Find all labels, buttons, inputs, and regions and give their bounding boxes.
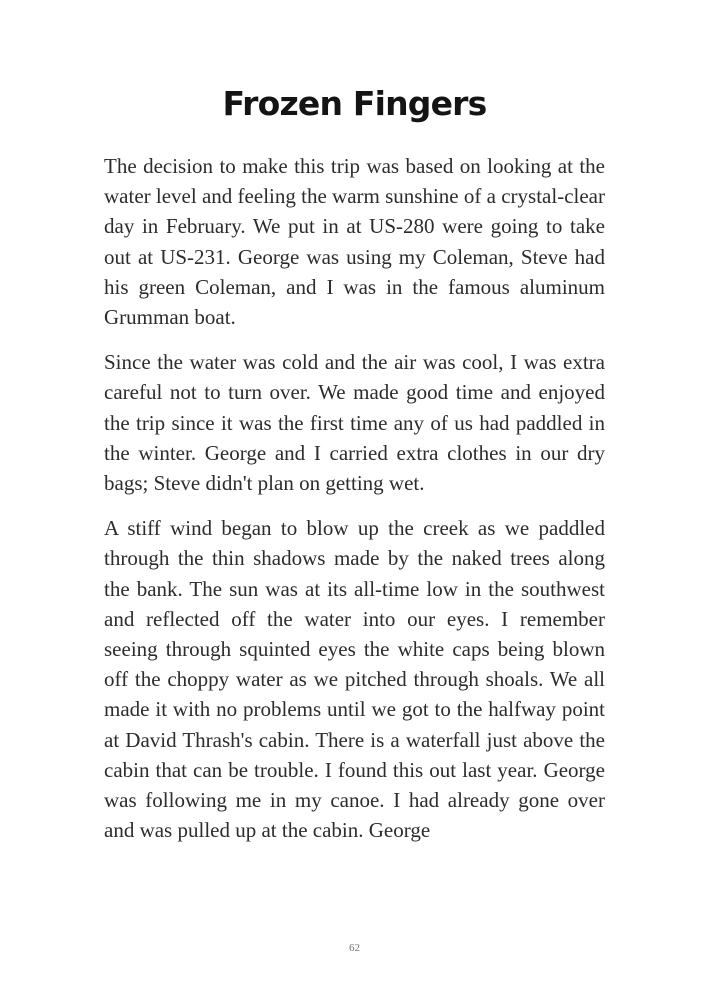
page-number: 62 [349,942,360,954]
paragraph-2: Since the water was cold and the air was cool, I was extra careful not to turn over. We made good time and enjoyed the trip since it was the first time any of us had paddled in the winter. George and I carried extra clothes in our dry bags; Steve didn't plan on getting wet. [104,350,605,496]
paragraph-3: A stiff wind began to blow up the creek as we paddled through the thin shadows made by the naked trees along the bank. The sun was at its all-time low in the southwest and reflected off the water into our eyes. I remember seeing through squinted eyes the white caps being blown off the choppy water as we pitched through shoals. We all made it with no problems until we got to the halfway point at David Thrash's cabin. There is a waterfall just above the cabin that can be trouble. I found this out last year. George was following me in my canoe. I had already gone over and was pulled up at the cabin. George [104,516,605,843]
chapter-title: Frozen Fingers [222,84,487,123]
paragraph-1: The decision to make this trip was based on looking at the water level and feeling the warm sunshine of a crystal-clear day in February. We put in at US-280 were going to take out at US-231. George was using my Coleman, Steve had his green Coleman, and I was in the famous aluminum Grumman boat. [104,154,605,330]
chapter-body [104,151,605,860]
